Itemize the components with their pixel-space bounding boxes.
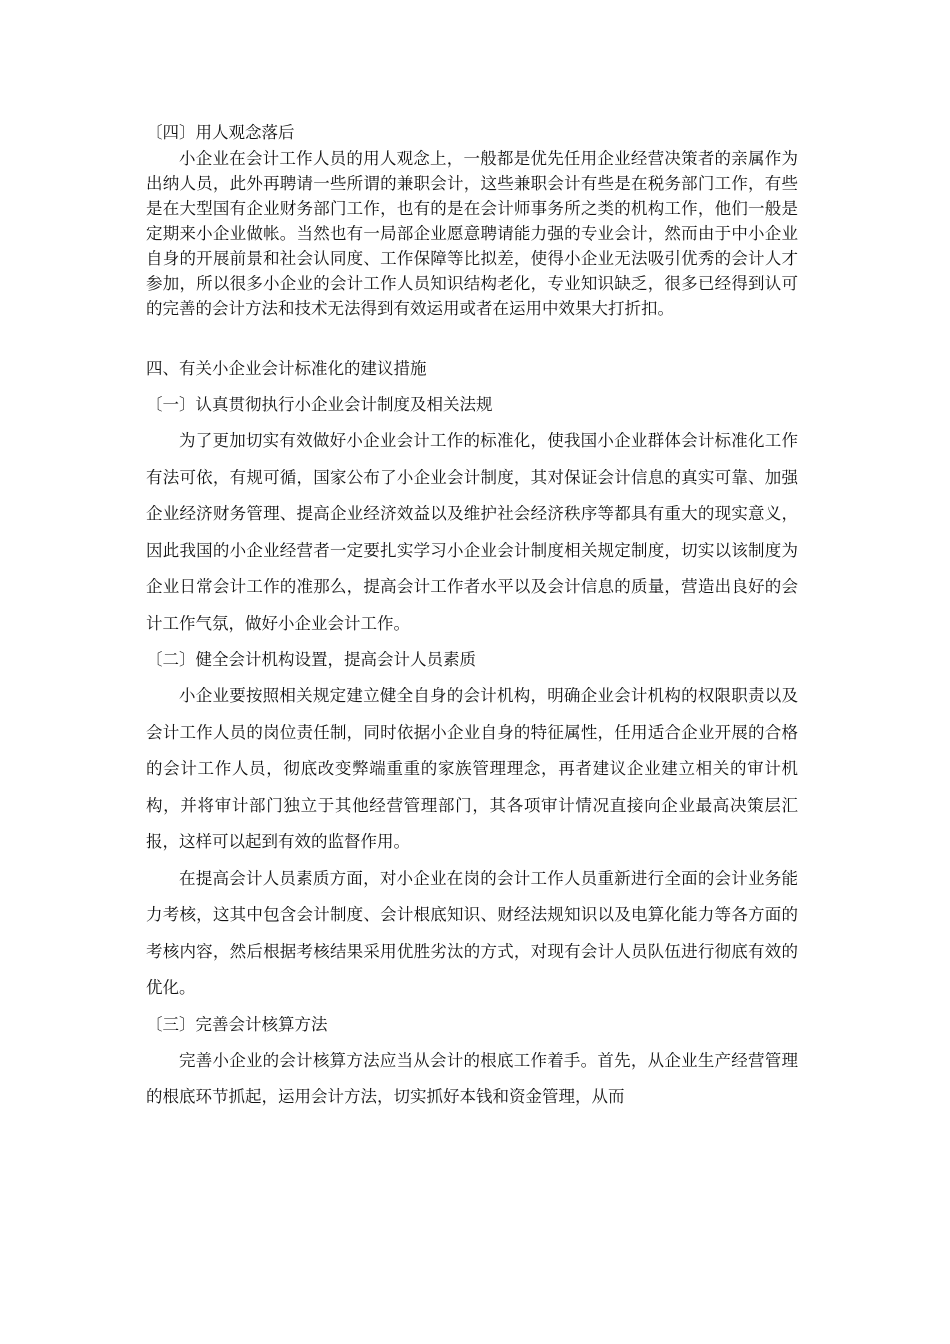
document-page xyxy=(146,120,798,1116)
paragraph-1: 为了更加切实有效做好小企业会计工作的标准化，使我国小企业群体会计标准化工作有法可依，有规可循，国家公布了小企业会计制度，其对保证会计信息的真实可靠、加强企业经济财务管理、提高企业经济效益以及维护社会经济秩序等都具有重大的现实意义，因此我国的小企业经营者一定要扎实学习小企业会计制度相关规定制度，切实以该制度为企业日常会计工作的准那么，提高会计工作者水平以及会计信息的质量，营造出良好的会计工作气氛，做好小企业会计工作。 xyxy=(146,431,798,633)
heading-4: 〔四〕用人观念落后 xyxy=(146,123,295,142)
heading-2: 〔二〕健全会计机构设置，提高会计人员素质 xyxy=(146,650,476,669)
heading-3: 〔三〕完善会计核算方法 xyxy=(146,1014,328,1034)
paragraph-3: 完善小企业的会计核算方法应当从会计的根底工作着手。首先，从企业生产经营管理的根底环节抓起，运用会计方法，切实抓好本钱和资金管理，从而 xyxy=(146,1050,798,1106)
section-gap xyxy=(146,321,798,351)
heading-1: 〔一〕认真贯彻执行小企业会计制度及相关法规 xyxy=(146,395,493,414)
paragraph-4: 小企业在会计工作人员的用人观念上，一般都是优先任用企业经营决策者的亲属作为出纳人员，此外再聘请一些所谓的兼职会计，这些兼职会计有些是在税务部门工作，有些是在大型国有企业财务部门工作，也有的是在会计师事务所之类的机构工作，他们一般是定期来小企业做帐。当然也有一局部企业愿意聘请能力强的专业会计，然而由于中小企业自身的开展前景和社会认同度、工作保障等比拟差，使得小企业无法吸引优秀的会计人才参加，所以很多小企业的会计工作人员知识结构老化，专业知识缺乏，很多已经得到认可的完善的会计方法和技术无法得到有效运用或者在运用中效果大打折扣。 xyxy=(146,149,798,318)
section-title: 四、有关小企业会计标准化的建议措施 xyxy=(146,359,427,378)
paragraph-2a: 小企业要按照相关规定建立健全自身的会计机构，明确企业会计机构的权限职责以及会计工作人员的岗位责任制，同时依据小企业自身的特征属性，任用适合企业开展的合格的会计工作人员，彻底改变弊端重重的家族管理理念，再者建议企业建立相关的审计机构，并将审计部门独立于其他经营管理部门，其各项审计情况直接向企业最高决策层汇报，这样可以起到有效的监督作用。 xyxy=(146,686,798,851)
paragraph-2b: 在提高会计人员素质方面，对小企业在岗的会计工作人员重新进行全面的会计业务能力考核，这其中包含会计制度、会计根底知识、财经法规知识以及电算化能力等各方面的考核内容，然后根据考核结果采用优胜劣汰的方式，对现有会计人员队伍进行彻底有效的优化。 xyxy=(146,868,798,997)
